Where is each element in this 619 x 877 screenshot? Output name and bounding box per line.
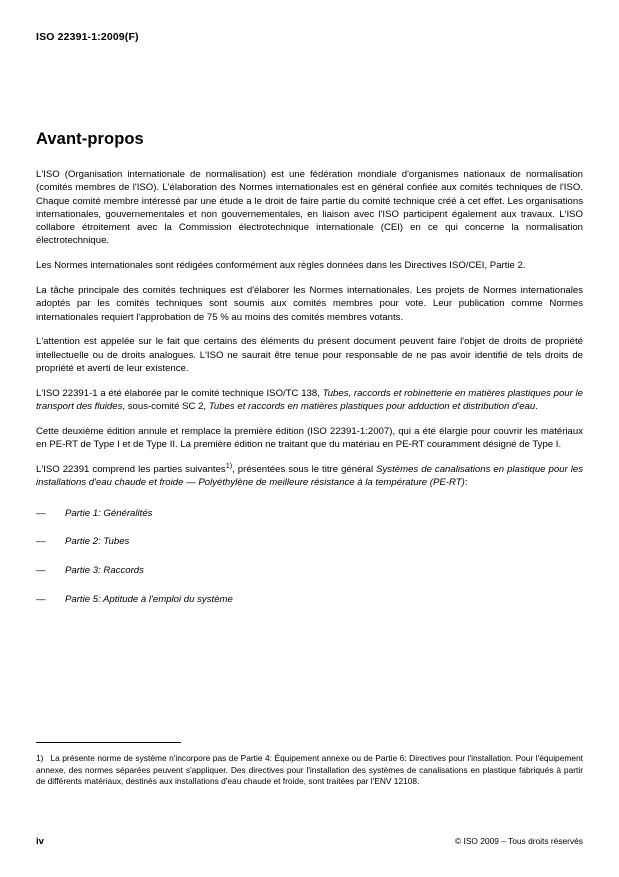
em-dash-icon: — — [36, 507, 46, 519]
paragraph-committee-task: La tâche principale des comités techniques est d'élaborer les Normes internationales. Les projets de Normes internationales adoptés par les comités techniques sont soumis aux comités membres pour vote. Leur publication comme Normes internationales requiert l'approbation de 75 % au moins des comités membres votants. — [36, 285, 583, 323]
paragraph-iso-description: L'ISO (Organisation internationale de normalisation) est une fédération mondiale d'organismes nationaux de normalisation (comités membres de l'ISO). L'élaboration des Normes internationales est en général confiée aux comités techniques de l'ISO. Chaque comité membre intéressé par une étude a le droit de faire partie du comité technique créé à cet effet. Les organisations internationales, gouvernementales et non gouvernementales, en liaison avec l'ISO participent également aux travaux. L'ISO collabore étroitement avec la Commission électrotechnique internationale (CEI) en ce qui concerne la normalisation électrotechnique. — [36, 169, 583, 247]
list-item-label: Partie 2: Tubes — [65, 536, 130, 548]
paragraph-parts-intro-tail: : — [464, 477, 468, 489]
list-item — [36, 593, 583, 606]
committee-tc138-title: Tubes, raccords et robinetterie en matières plastiques pour le transport des fluides — [36, 387, 583, 413]
footnote-text: La présente norme de système n'incorpore pas de Partie 4: Équipement annexe ou de Partie 6: Directives pour l'installation. Pour l'équipement annexe, des normes séparées peuvent s'appliquer. Des directives pour l'installation des systèmes de canalisations en plastique fabriqués à partir de différents matériaux, destinés aux installations d'eau chaude et froide, sont traitées par l'ENV 12108. — [36, 753, 583, 787]
list-item-label: Partie 1: Généralités — [65, 507, 153, 519]
parts-list — [36, 507, 583, 607]
paragraph-parts-intro — [36, 460, 583, 490]
paragraph-prepared-by-committee-tail: . — [535, 401, 538, 413]
list-item — [36, 535, 583, 548]
page-title: Avant-propos — [36, 130, 144, 148]
footnote-area — [36, 742, 583, 788]
running-header-doc-reference: ISO 22391-1:2009(F) — [36, 31, 139, 43]
paragraph-prepared-by-committee — [36, 387, 583, 414]
paragraph-second-edition: Cette deuxième édition annule et remplace la première édition (ISO 22391-1:2007), qui a été élargie pour couvrir les matériaux en PE-RT de Type I et de Type II. La première édition ne traitant que du matériau en PE-RT couramment désigné de Type I. — [36, 425, 583, 451]
paragraph-prepared-by-committee-mid: , sous-comité SC 2, — [122, 401, 209, 413]
list-item — [36, 564, 583, 577]
footnote-number: 1) — [36, 753, 44, 763]
em-dash-icon: — — [36, 536, 46, 548]
subcommittee-sc2-title: Tubes et raccords en matières plastiques pour adduction et distribution d'eau — [208, 401, 536, 413]
general-series-title: Systèmes de canalisations en plastique pour les installations d'eau chaude et froide — Polyéthylène de meilleure résistance à la température (PE-RT) — [36, 464, 583, 489]
list-item-label: Partie 5: Aptitude à l'emploi du système — [65, 594, 233, 606]
footnote-reference-marker[interactable]: 1) — [225, 460, 233, 470]
list-item-label: Partie 3: Raccords — [65, 565, 144, 577]
page-number: iv — [36, 836, 45, 847]
list-item — [36, 507, 583, 520]
em-dash-icon: — — [36, 565, 46, 577]
paragraph-parts-intro-mid: , présentées sous le titre général — [232, 464, 377, 476]
paragraph-patent-rights: L'attention est appelée sur le fait que certains des éléments du présent document peuvent faire l'objet de droits de propriété intellectuelle ou de droits analogues. L'ISO ne saurait être tenue pour responsable de ne pas avoir identifié de tels droits de propriété et averti de leur existence. — [36, 336, 583, 375]
footnote-separator-rule — [36, 742, 181, 743]
paragraph-parts-intro-lead: L'ISO 22391 comprend les parties suivantes — [36, 464, 226, 476]
footnote-body — [36, 753, 583, 788]
em-dash-icon: — — [36, 594, 46, 606]
paragraph-prepared-by-committee-lead: L'ISO 22391-1 a été élaborée par le comité technique ISO/TC 138, — [36, 387, 323, 399]
page-footer — [36, 836, 583, 847]
copyright-notice: © ISO 2009 – Tous droits réservés — [455, 836, 583, 846]
foreword-content — [36, 130, 583, 622]
paragraph-drafting-rules: Les Normes internationales sont rédigées conformément aux règles données dans les Directives ISO/CEI, Partie 2. — [36, 260, 526, 272]
